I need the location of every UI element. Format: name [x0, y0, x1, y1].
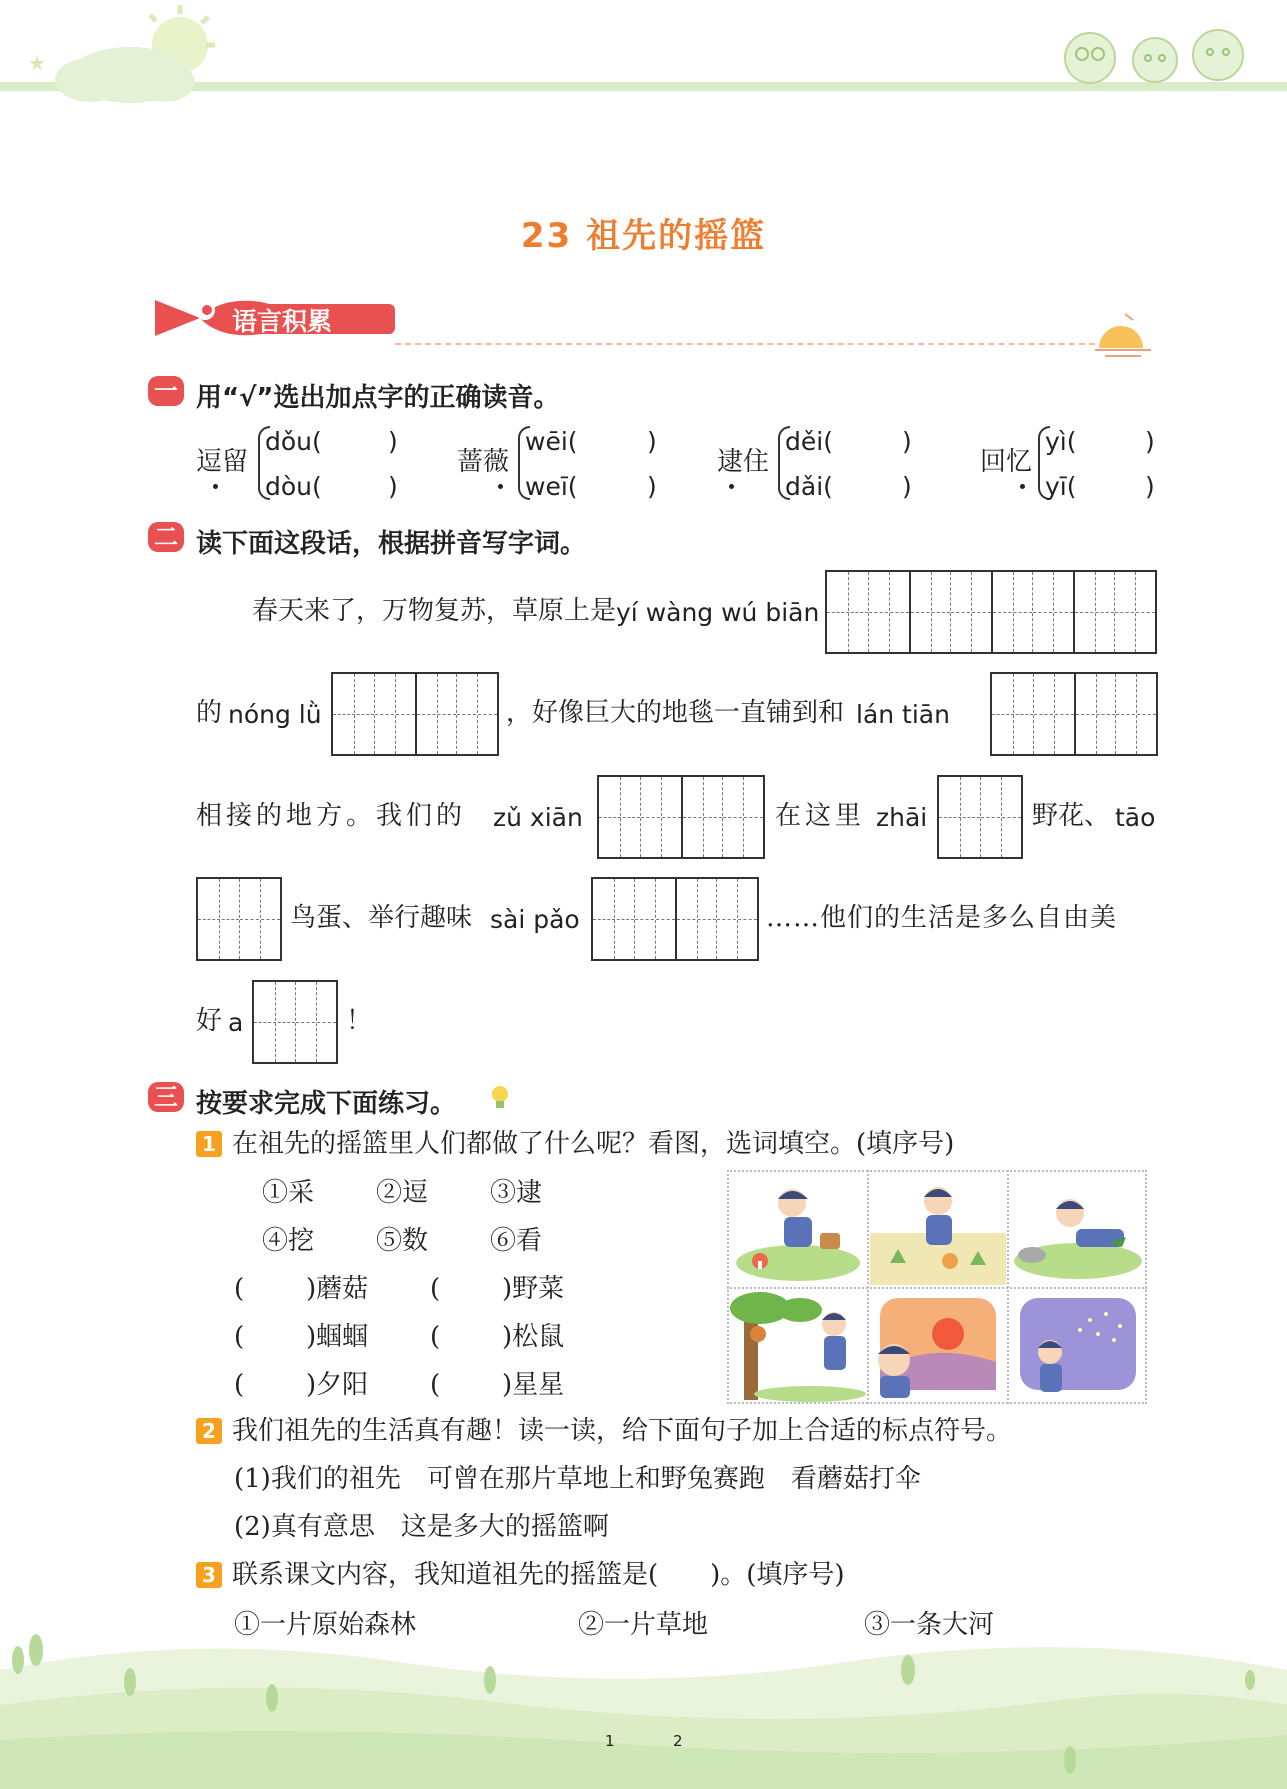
page-title: 23 祖先的摇篮: [520, 216, 767, 256]
blank-open[interactable]: (: [234, 1274, 245, 1304]
q3-instruction: 按要求完成下面练习。: [196, 1089, 457, 1119]
emphasis-dot: [498, 484, 503, 489]
writing-grid[interactable]: [252, 980, 338, 1064]
blank-open[interactable]: (: [430, 1322, 441, 1352]
pinyin: yí wàng wú biān: [616, 598, 820, 627]
digging-vegetables-picture: [870, 1173, 1006, 1285]
word-option: ④挖: [262, 1226, 315, 1256]
picture-divider: [727, 1287, 1147, 1289]
q1-close[interactable]: ): [1145, 427, 1155, 456]
q1-word: 逗留: [196, 447, 249, 477]
section-label: 语言积累: [232, 307, 333, 336]
blank-word: )蝈蝈: [306, 1322, 369, 1352]
page-number: 1: [605, 1732, 615, 1750]
q1-opt2: dǎi(: [785, 472, 833, 501]
pinyin: tāo: [1115, 803, 1156, 832]
blank-word: )野菜: [502, 1274, 565, 1304]
sun-cloud-icon: [20, 0, 220, 115]
sub-question-number: 1: [196, 1131, 222, 1157]
pinyin: lán tiān: [856, 700, 950, 729]
q1-opt2: yī(: [1045, 472, 1077, 501]
catching-cricket-picture: [1010, 1173, 1146, 1285]
blank-open[interactable]: (: [234, 1322, 245, 1352]
sub-question-number: 3: [196, 1562, 222, 1588]
word-option: ③逮: [490, 1178, 543, 1208]
passage-text: ！: [346, 1006, 373, 1036]
sub-question-text: 联系课文内容，我知道祖先的摇篮是( )。(填序号): [232, 1560, 845, 1590]
passage-text: 鸟蛋、举行趣味: [290, 903, 473, 933]
writing-grid[interactable]: [825, 570, 1157, 654]
q2-badge: 二: [148, 522, 184, 552]
svg-text:★: ★: [28, 51, 46, 75]
word-option: ②逗: [376, 1178, 429, 1208]
blank-word: )夕阳: [306, 1370, 369, 1400]
punctuation-sentence: (1)我们的祖先 可曾在那片草地上和野兔赛跑 看蘑菇打伞: [234, 1464, 921, 1494]
q1-instruction: 用“√”选出加点字的正确读音。: [196, 383, 560, 413]
writing-grid[interactable]: [331, 672, 499, 756]
blank-word: )星星: [502, 1370, 565, 1400]
passage-text: 好: [196, 1006, 223, 1036]
blank-open[interactable]: (: [234, 1370, 245, 1400]
emphasis-dot: [213, 484, 218, 489]
writing-grid[interactable]: [597, 775, 765, 859]
sunset-icon: [1095, 312, 1155, 362]
q1-opt2: weī(: [525, 472, 578, 501]
pinyin: a: [228, 1008, 244, 1037]
q1-close[interactable]: ): [1145, 472, 1155, 501]
passage-text: 春天来了，万物复苏，草原上是: [252, 596, 617, 626]
word-option: ⑥看: [490, 1226, 543, 1256]
answer-option: ②一片草地: [578, 1610, 709, 1640]
q1-opt1: děi(: [785, 427, 833, 456]
q1-opt1: dǒu(: [265, 427, 322, 456]
footer-landscape: [0, 1610, 1287, 1789]
lightbulb-icon: [489, 1084, 511, 1112]
answer-option: ③一条大河: [864, 1610, 995, 1640]
stars-picture: [1010, 1290, 1146, 1402]
q1-close[interactable]: ): [388, 472, 398, 501]
writing-grid[interactable]: [990, 672, 1158, 756]
q3-badge: 三: [148, 1082, 184, 1112]
sub-question-text: 在祖先的摇篮里人们都做了什么呢？看图，选词填空。(填序号): [232, 1129, 955, 1159]
passage-text: 的: [196, 698, 223, 728]
writing-grid[interactable]: [937, 775, 1023, 859]
q1-close[interactable]: ): [647, 427, 657, 456]
q1-close[interactable]: ): [902, 427, 912, 456]
emphasis-dot: [1020, 484, 1025, 489]
squirrel-tree-picture: [730, 1290, 866, 1402]
passage-text: ，好像巨大的地毯一直铺到和: [506, 698, 845, 728]
q1-opt2: dòu(: [265, 472, 322, 501]
q1-word: 逮住: [717, 447, 770, 477]
page-number: 2: [673, 1732, 683, 1750]
q1-opt1: wēi(: [525, 427, 578, 456]
pinyin: nóng lǜ: [228, 700, 322, 729]
picking-mushroom-picture: [730, 1173, 866, 1285]
emphasis-dot: [729, 484, 734, 489]
blank-word: )松鼠: [502, 1322, 565, 1352]
punctuation-sentence: (2)真有意思 这是多大的摇篮啊: [234, 1512, 609, 1542]
q1-opt1: yì(: [1045, 427, 1077, 456]
sub-question-text: 我们祖先的生活真有趣！读一读，给下面句子加上合适的标点符号。: [232, 1416, 1013, 1446]
passage-text: 野花、: [1032, 801, 1111, 831]
q2-instruction: 读下面这段话，根据拼音写字词。: [196, 529, 587, 559]
word-option: ①采: [262, 1178, 315, 1208]
writing-grid[interactable]: [591, 877, 759, 961]
q1-word: 蔷薇: [457, 447, 510, 477]
sunset-picture: [870, 1290, 1006, 1402]
answer-option: ①一片原始森林: [234, 1610, 417, 1640]
blank-open[interactable]: (: [430, 1370, 441, 1400]
sub-question-number: 2: [196, 1418, 222, 1444]
writing-grid[interactable]: [196, 877, 282, 961]
blank-open[interactable]: (: [430, 1274, 441, 1304]
word-option: ⑤数: [376, 1226, 429, 1256]
q1-close[interactable]: ): [388, 427, 398, 456]
passage-text: 在这里: [775, 801, 866, 831]
blank-word: )蘑菇: [306, 1274, 369, 1304]
pinyin: zhāi: [876, 803, 928, 832]
animal-faces-icon: [1060, 20, 1250, 90]
pinyin: zǔ xiān: [493, 803, 583, 832]
q1-close[interactable]: ): [647, 472, 657, 501]
q1-word: 回忆: [980, 447, 1033, 477]
passage-text: ……他们的生活是多么自由美: [766, 903, 1118, 933]
section-divider: [395, 343, 1095, 345]
q1-badge: 一: [148, 376, 184, 406]
passage-text: 相接的地方。我们的: [196, 801, 467, 831]
q1-close[interactable]: ): [902, 472, 912, 501]
pinyin: sài pǎo: [490, 905, 580, 934]
